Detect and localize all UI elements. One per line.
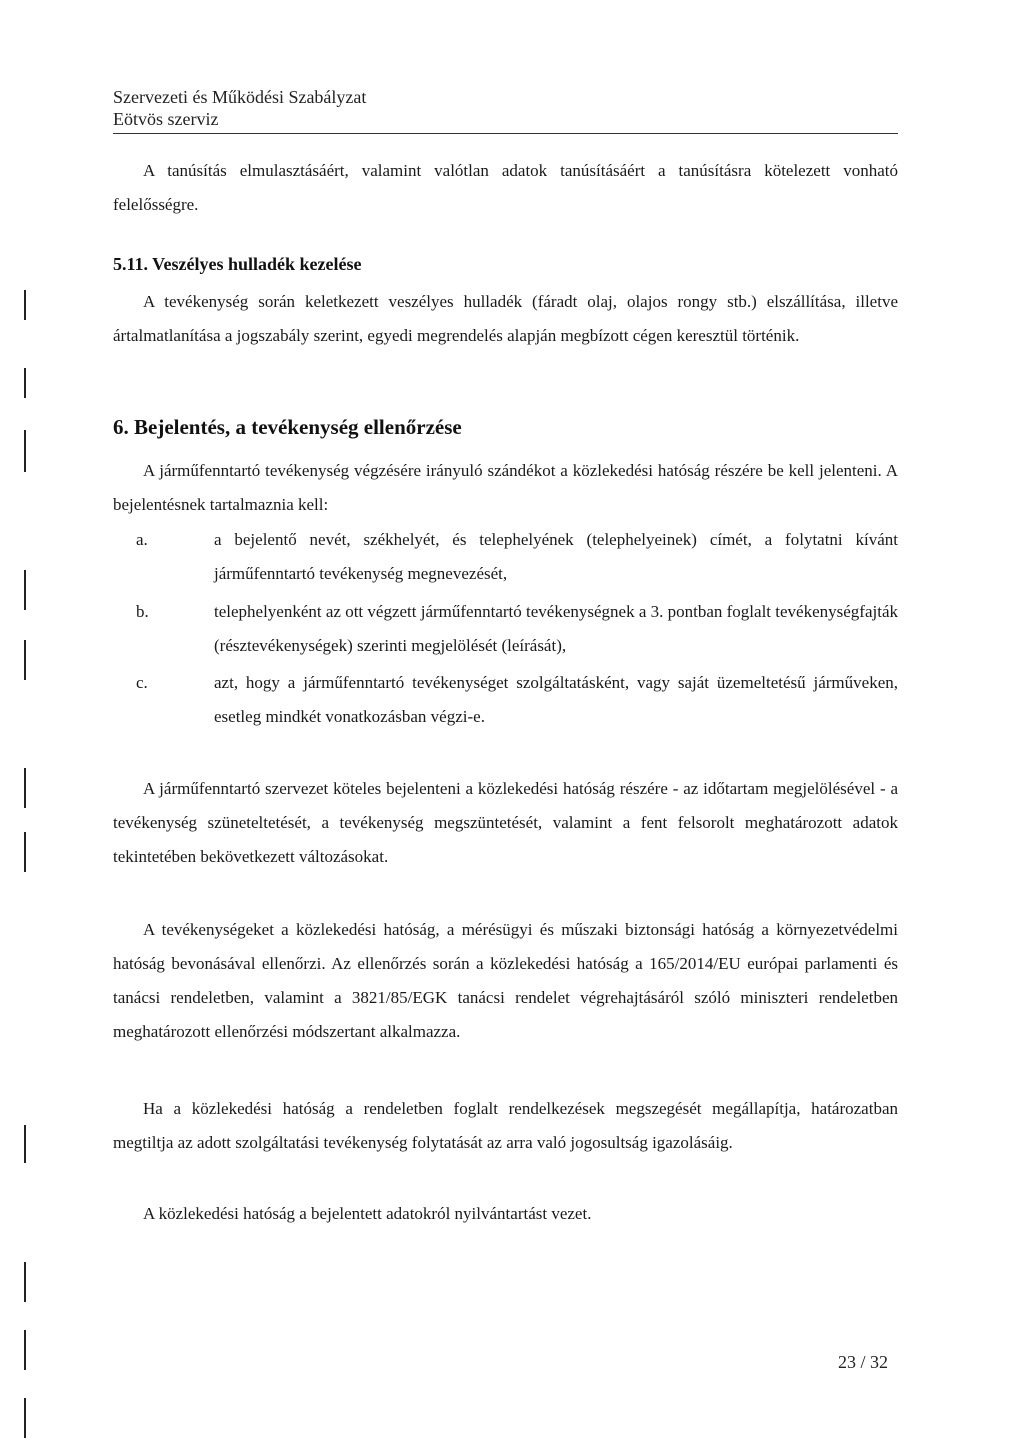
paragraph-change-notification: A járműfenntartó szervezet köteles bejelenteni a közlekedési hatóság részére - az időtartam megjelölésével - a tevékenység szüneteltetését, a tevékenység megszüntetését, valamint a fent felsorolt meghatározott adatok tekintetében bekövetkezett változásokat. — [113, 779, 898, 866]
margin-mark — [24, 430, 26, 472]
margin-mark — [24, 768, 26, 808]
paragraph-prohibition: Ha a közlekedési hatóság a rendeletben foglalt rendelkezések megszegését megállapítja, határozatban megtiltja az adott szolgáltatási tevékenység folytatását az arra való jogosultság igazolásáig. — [113, 1099, 898, 1152]
document-header — [113, 86, 898, 130]
margin-mark — [24, 832, 26, 872]
margin-mark — [24, 570, 26, 610]
list-item-text: a bejelentő nevét, székhelyét, és telephelyének (telephelyeinek) címét, a folytatni kívánt járműfenntartó tevékenység megnevezését, — [214, 530, 898, 583]
margin-mark — [24, 368, 26, 398]
header-title: Szervezeti és Működési Szabályzat — [113, 87, 367, 107]
paragraph-inspection: A tevékenységeket a közlekedési hatóság, a mérésügyi és műszaki biztonsági hatóság a környezetvédelmi hatóság bevonásával ellenőrzi. Az ellenőrzés során a közlekedési hatóság a 165/2014/EU európai parlamenti és tanácsi rendeletben, valamint a 3821/85/EGK tanácsi rendelet végrehajtásáról szóló miniszteri rendeletben meghatározott ellenőrzési módszertant alkalmazza. — [113, 920, 898, 1041]
list-marker: c. — [136, 673, 148, 692]
list-marker: b. — [136, 602, 149, 621]
list-item-text: azt, hogy a járműfenntartó tevékenységet szolgáltatásként, vagy saját üzemeltetésű járműveken, esetleg mindkét vonatkozásban végzi-e. — [214, 673, 898, 726]
section-heading-6: 6. Bejelentés, a tevékenység ellenőrzése — [113, 415, 462, 439]
margin-mark — [24, 1398, 26, 1438]
paragraph-hazardous-waste: A tevékenység során keletkezett veszélyes hulladék (fáradt olaj, olajos rongy stb.) elszállítása, illetve ártalmatlanítása a jogszabály szerint, egyedi megrendelés alapján megbízott cégen keresztül történik. — [113, 292, 898, 345]
header-subtitle: Eötvös szerviz — [113, 109, 219, 129]
header-divider — [113, 133, 898, 134]
page-number: 23 / 32 — [838, 1352, 889, 1372]
margin-mark — [24, 290, 26, 320]
margin-mark — [24, 1262, 26, 1302]
section-heading-5-11: 5.11. Veszélyes hulladék kezelése — [113, 254, 362, 274]
margin-mark — [24, 1125, 26, 1163]
list-item-text: telephelyenként az ott végzett járműfenntartó tevékenységnek a 3. pontban foglalt tevékenységfajták (résztevékenységek) szerinti megjelölését (leírását), — [214, 602, 898, 655]
margin-mark — [24, 1330, 26, 1370]
paragraph-certification-liability: A tanúsítás elmulasztásáért, valamint valótlan adatok tanúsításáért a tanúsításra kötelezett vonható felelősségre. — [113, 161, 898, 214]
list-marker: a. — [136, 530, 148, 549]
paragraph-notification-intro: A járműfenntartó tevékenység végzésére irányuló szándékot a közlekedési hatóság részére be kell jelenteni. A bejelentésnek tartalmaznia kell: — [113, 461, 898, 514]
paragraph-registry: A közlekedési hatóság a bejelentett adatokról nyilvántartást vezet. — [143, 1204, 592, 1223]
margin-mark — [24, 640, 26, 680]
